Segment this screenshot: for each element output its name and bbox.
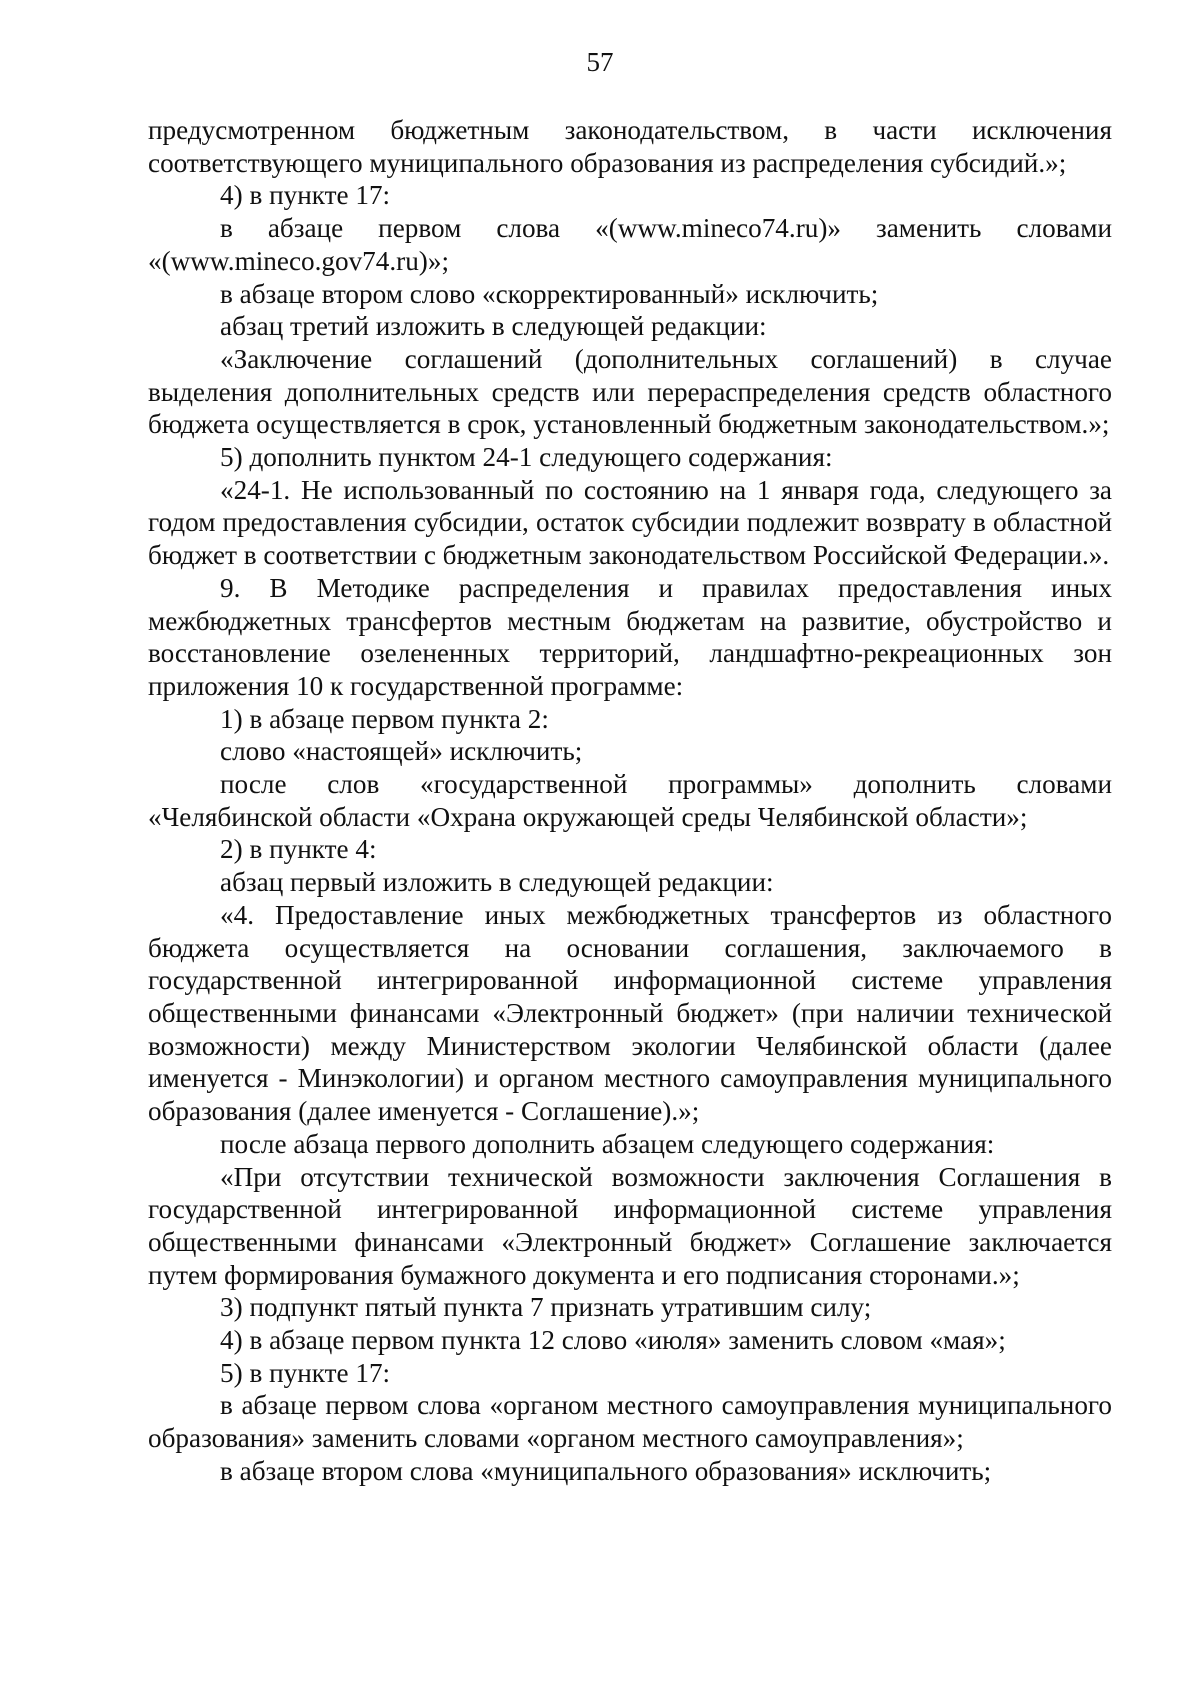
paragraph: в абзаце втором слова «муниципального образования» исключить; bbox=[220, 1455, 992, 1486]
paragraph: 2) в пункте 4: bbox=[220, 834, 377, 865]
paragraph: «Заключение соглашений (дополнительных соглашений) в случае выделения дополнительных средств или перераспределения средств областного бюджета осуществляется в срок, установленный бюджетным законодательством.»; bbox=[148, 343, 1112, 440]
paragraph: 5) дополнить пунктом 24-1 следующего содержания: bbox=[220, 442, 833, 473]
paragraph: 4) в абзаце первом пункта 12 слово «июля» заменить словом «мая»; bbox=[220, 1325, 1006, 1356]
document-body bbox=[148, 114, 1112, 1488]
paragraph: 4) в пункте 17: bbox=[220, 180, 391, 211]
paragraph: «4. Предоставление иных межбюджетных трансфертов из областного бюджета осуществляется на основании соглашения, заключаемого в государственной интегрированной информационной системе управления общественными финансами «Электронный бюджет» (при наличии технической возможности) между Министерством экологии Челябинской области (далее именуется - Минэкологии) и органом местного самоуправления муниципального образования (далее именуется - Соглашение).»; bbox=[148, 899, 1112, 1127]
paragraph: 1) в абзаце первом пункта 2: bbox=[220, 703, 549, 734]
paragraph: в абзаце первом слова «(www.mineco74.ru)» заменить словами «(www.mineco.gov74.ru)»; bbox=[148, 213, 1112, 276]
paragraph: 3) подпункт пятый пункта 7 признать утратившим силу; bbox=[220, 1292, 872, 1323]
paragraph: «При отсутствии технической возможности заключения Соглашения в государственной интегрированной информационной системе управления общественными финансами «Электронный бюджет» Соглашение заключается путем формирования бумажного документа и его подписания сторонами.»; bbox=[148, 1161, 1112, 1290]
paragraph: предусмотренном бюджетным законодательством, в части исключения соответствующего муниципального образования из распределения субсидий.»; bbox=[148, 115, 1112, 178]
paragraph: 5) в пункте 17: bbox=[220, 1357, 391, 1388]
paragraph: после абзаца первого дополнить абзацем следующего содержания: bbox=[220, 1128, 995, 1159]
paragraph: абзац третий изложить в следующей редакции: bbox=[220, 311, 767, 342]
paragraph: слово «настоящей» исключить; bbox=[220, 736, 583, 767]
page-number: 57 bbox=[586, 47, 614, 77]
paragraph: в абзаце первом слова «органом местного самоуправления муниципального образования» заменить словами «органом местного самоуправления»; bbox=[148, 1390, 1112, 1454]
paragraph: абзац первый изложить в следующей редакции: bbox=[220, 867, 774, 898]
paragraph: в абзаце втором слово «скорректированный» исключить; bbox=[220, 278, 879, 309]
paragraph: после слов «государственной программы» дополнить словами «Челябинской области «Охрана окружающей среды Челябинской области»; bbox=[148, 769, 1112, 832]
paragraph: «24-1. Не использованный по состоянию на 1 января года, следующего за годом предоставления субсидии, остаток субсидии подлежит возврату в областной бюджет в соответствии с бюджетным законодательством Российской Федерации.». bbox=[148, 474, 1112, 571]
paragraph: 9. В Методике распределения и правилах предоставления иных межбюджетных трансфертов местным бюджетам на развитие, обустройство и восстановление озелененных территорий, ландшафтно-рекреационных зон приложения 10 к государственной программе: bbox=[148, 572, 1112, 701]
